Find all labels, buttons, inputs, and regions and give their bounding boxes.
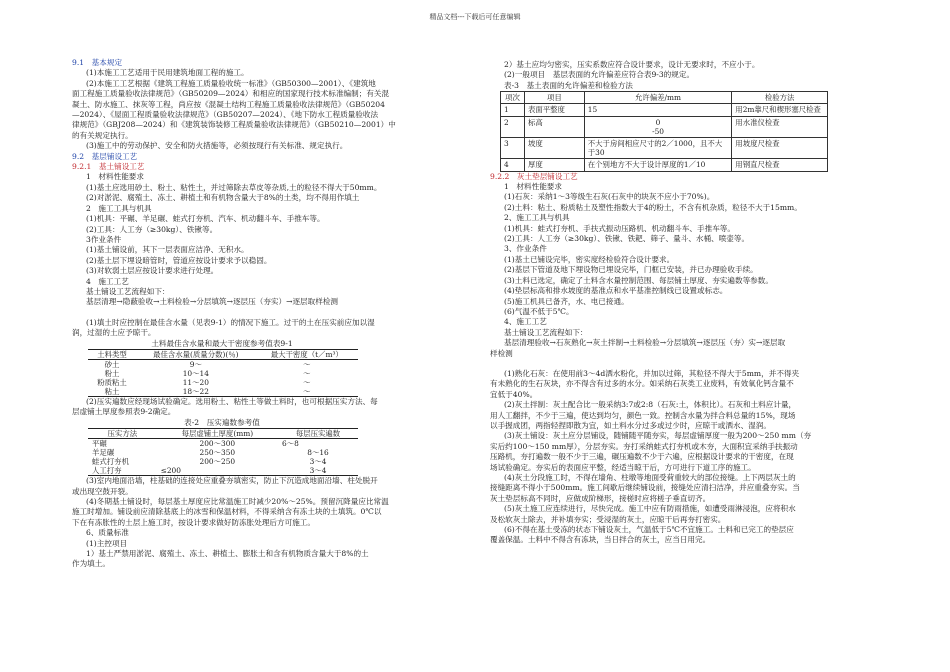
table-header: 允许偏差/mm (584, 92, 732, 104)
table-9-2 (88, 428, 358, 476)
table-cell: 6～8 (282, 439, 299, 449)
table-9-1-caption: 土料最佳含水量和最大干密度参考值表9-1 (151, 338, 293, 348)
table-row (88, 439, 358, 449)
para: (4)垫层标高和排水坡度的基准点和水平基准控制线已设置或标志。 (504, 286, 728, 296)
para: 灰土垫层标高不同时，应做成阶梯形，接槎时应将槎子垂直切齐。 (490, 493, 711, 503)
para: 压路机，夯打遍数一般不少于三遍，碾压遍数不少于六遍，应根据设计要求的干密度，在现 (490, 452, 794, 462)
para: (3)土料已选定，确定了土料含水量控制范围、每层铺土厚度、夯实遍数等参数。 (504, 275, 773, 285)
table-row (88, 387, 358, 397)
table-cell: 4 (501, 159, 525, 171)
section-9-1-title: 9.1 基本规定 (72, 58, 123, 67)
table-header: 最佳含水量(质量分数)(％) (153, 349, 239, 359)
para: 律规范》（GBJ208—2024）和《建筑装饰装修工程质量验收法律规范》（GB50210—2001）中 (72, 120, 396, 130)
table-cell: 平碾 (92, 439, 107, 449)
para: 的有关规定执行。 (72, 130, 133, 140)
para: 有未熟化的生石灰块，亦不得含有过多的水分。如采纳石灰类工业废料，有效氧化钙含量不 (490, 379, 794, 389)
table-row (501, 159, 828, 171)
para: 施工时增加。铺设前应清除基底上的冰雪和保温材料，不得采纳含有冻土块的土填筑。0℃以 (72, 507, 382, 517)
para: 凝土、防水施工、抹灰等工程，尚应按《混凝土结构工程施工质量验收法律规范》（GB50204 (72, 99, 385, 109)
table-header-row (88, 349, 358, 359)
section-9-2-2-title: 9.2.2 灰土垫层铺设工艺 (490, 171, 578, 181)
heading: 4、施工工艺 (504, 317, 547, 327)
para: 实后约100～150 mm厚），分层夯实。夯打采纳蛙式打夯机或木夯，大面积宜采纳手扶振动 (490, 441, 798, 451)
flow: 样检测 (490, 348, 513, 358)
table-cell: 在个别地方不大于设计厚度的1／10 (584, 159, 732, 171)
table-cell: 18～22 (182, 386, 209, 396)
para: 用人工翻拌，不少于三遍，使达到均匀，颜色一致。控制含水量为拌合料总量的15%，现场 (490, 410, 796, 420)
para: 或出现空鼓开裂。 (72, 486, 133, 496)
heading: 2、施工工具与机具 (504, 213, 570, 223)
para: (1)石灰：采纳1～3等级生石灰(石灰中的块灰不应小于70%)。 (504, 192, 715, 202)
table-cell: 坡度 (524, 138, 584, 159)
table-header-row (88, 429, 358, 439)
para: (2)基土层下埋设暗管时，管道应按设计要求予以稳固。 (86, 255, 272, 265)
table-cell: 200～250 (199, 457, 236, 467)
table-header: 最大干密度（t／m³） (270, 349, 343, 359)
table-cell: 1 (501, 104, 525, 116)
table-cell: 蛙式打夯机 (92, 457, 129, 467)
table-cell: 200～300 (199, 439, 236, 449)
para: 作为填土。 (72, 559, 110, 569)
para: 层虚铺土厚度参照表9-2确定。 (72, 407, 176, 417)
para: (2)本施工工艺根据《建筑工程施工质量验收统一标准》（GB50300—2001）、《建筑地 (86, 78, 376, 88)
para: (6)气温不低于5℃。 (504, 306, 574, 316)
heading: 4 施工工艺 (86, 276, 129, 286)
table-row (88, 448, 358, 457)
table-header: 检验方法 (732, 92, 828, 104)
table-cell: ～ (303, 377, 311, 387)
table-row (88, 466, 358, 476)
para: (4)冬期基土铺设时，每层基土厚度应比常温施工时减少20%～25%。预留沉降量应比常温 (86, 497, 389, 506)
table-cell: 250～350 (199, 448, 236, 458)
table-cell: 用钢直尺检查 (732, 159, 828, 171)
table-header: 每层虚铺土厚度(mm) (181, 429, 254, 439)
table-9-2-caption: 表-2 压实遍数参考值 (184, 417, 260, 427)
flow: 基层清理→隐蔽验收→土料检验→分层填筑→逐层压（夯实）→逐层取样检测 (86, 297, 339, 307)
table-9-1 (88, 349, 358, 397)
para: (5)施工机具已备齐，水、电已接通。 (504, 296, 629, 306)
table-row (88, 378, 358, 387)
para: (2)土料：粘土、粉质粘土及塑性指数大于4的粉土，不含有机杂质，粒径不大于15mm。 (504, 202, 802, 212)
table-cell: 3～4 (309, 457, 327, 467)
heading: 3作业条件 (86, 234, 122, 244)
table-cell: 标高 (524, 116, 584, 137)
table-row (88, 359, 358, 369)
table-cell: 11～20 (182, 377, 209, 387)
heading: 2 施工工具与机具 (86, 203, 152, 213)
table-header: 土料类型 (97, 349, 127, 359)
heading: 1 材料性能要求 (86, 172, 144, 182)
para: 宜低于40%。 (490, 389, 538, 399)
heading: 3、作业条件 (504, 244, 547, 254)
page-header: 精品文档---下载后可任意编辑 (429, 13, 521, 21)
table-cell: 用2m靠尺和楔形塞尺检查 (732, 104, 828, 116)
table-cell: 粘土 (104, 386, 120, 396)
table-row (501, 138, 828, 159)
table-header-row (501, 92, 828, 104)
table-header: 项目 (524, 92, 584, 104)
para: (3)对软弱土层应按设计要求进行处理。 (86, 266, 219, 276)
para: 接缝距离不得小于500mm。施工间歇后继续铺设前，接缝处应清扫洁净，并应重叠夯实。当 (490, 483, 800, 493)
table-cell: 羊足碾 (92, 448, 115, 458)
table-row (88, 369, 358, 378)
para: 及松软灰土除去，并补填夯实；受浸湿的灰土，应晾干后再夯打密实。 (490, 514, 726, 524)
table-cell: 3 (501, 138, 525, 159)
table-row (501, 116, 828, 137)
para: 基土铺设工艺流程如下： (86, 286, 170, 296)
heading: 1 材料性能要求 (504, 182, 562, 192)
right-column (490, 60, 882, 546)
table-cell: 用水准仪检查 (732, 116, 828, 137)
section-9-2-1-title: 9.2.1 基土铺设工艺 (72, 162, 145, 172)
para: (1)主控项目 (86, 538, 128, 548)
table-cell: 人工打夯 (92, 466, 122, 476)
para: 润，过湿的土应予晾干。 (72, 328, 156, 338)
para: (2)一般项目 基层表面的允许偏差应符合表9-3的规定。 (504, 70, 695, 80)
table-cell: 用坡度尺检查 (732, 138, 828, 159)
table-cell: 3～4 (309, 466, 327, 476)
para: (5)灰土施工应连续进行，尽快完成。施工中应有防雨措施，如遭受雨淋浸泡，应将积水 (504, 504, 796, 514)
table-cell: 不大于房间相应尺寸的2／1000，且不大于30 (584, 138, 732, 159)
table-9-3 (500, 91, 828, 171)
para: (3)施工中的劳动保护、安全和防火措施等，必须按现行有关标准、规定执行。 (86, 141, 348, 151)
table-cell: ≤200 (160, 466, 181, 476)
para: (3)灰土铺设：灰土应分层铺设，随铺随平随夯实，每层虚铺厚度一般为200～250 mm（夯 (504, 431, 812, 441)
table-cell: 0 -50 (584, 116, 732, 137)
table-cell: 粉土 (104, 368, 120, 378)
para: (1)基土铺设前，其下一层表面应洁净、无积水。 (86, 245, 249, 255)
para: (1)基土已铺设完毕，密实度经检验符合设计要求。 (504, 254, 675, 264)
table-row (88, 457, 358, 466)
para: 场试验确定。夯实后的表面应平整，经适当晾干后，方可进行下道工序的施工。 (490, 462, 756, 472)
left-column (72, 58, 472, 570)
table-cell: ～ (303, 386, 311, 396)
table-cell: 粉质粘土 (97, 377, 127, 387)
para: (2)对淤泥、腐殖土、冻土、耕植土和有机物含量大于8%的土类，均不得用作填土 (86, 193, 360, 203)
table-cell: 8～16 (307, 448, 329, 458)
table-cell: 砂土 (104, 359, 120, 369)
para: 覆盖保温。土料中不得含有冻块，当日拌合的灰土，应当日用完。 (490, 535, 711, 545)
para: (2)压实遍数应经现场试验确定。选用粉土、粘性土等做土料时，也可根据压实方法、每 (86, 396, 378, 406)
table-header: 压实方法 (107, 429, 138, 439)
para: —2024）、《屋面工程质量验收法律规范》（GB50207—2024）、《地下防水工程质量验收法 (72, 110, 379, 120)
para: 2）基土应均匀密实，压实系数应符合设计要求，设计无要求时，不应小于。 (504, 60, 760, 69)
table-cell: 10～14 (182, 368, 209, 378)
table-header: 每层压实遍数 (295, 429, 341, 439)
section-9-2-title: 9.2 基层铺设工艺 (72, 151, 138, 161)
flow: 基层清理验收→石灰熟化→灰土拌制→土料检验→分层填筑→逐层压（夯）实→逐层取 (504, 338, 786, 348)
para: (2)工具：人工夯（≥30kg）、铁锹等。 (86, 224, 218, 234)
para: (1)填土时应控制在最佳含水量（见表9-1）的情况下施工。过干的土在压实前应加以湿 (86, 317, 375, 327)
para: 下在有冻胀性的土层上施工时，按设计要求做好防冻胀处理后方可施工。 (72, 517, 315, 527)
para: (2)工具：人工夯（≥30kg）、铁锹、铁耙、筛子、量斗、水桶、喷壶等。 (504, 234, 750, 244)
para: (1)熟化石灰：在使用前3～4d洒水粉化，并加以过筛，其粒径不得大于5mm，并不得夹 (504, 368, 800, 378)
para: (1)本施工工艺适用于民用建筑地面工程的施工。 (86, 68, 249, 78)
para: (6)不得在基土受冻的状态下铺设灰土，气温低于5℃不宜施工。土料和已完工的垫层应 (504, 525, 794, 535)
heading: 6、质量标准 (86, 528, 129, 538)
para: 以手握成团，两指轻捏即散为宜，如土料水分过多或过少时，应晾干或洒水、湿润。 (490, 420, 771, 430)
para: (1)基土应选用砂土、粉土、粘性土，并过筛除去草皮等杂质,土的粒径不得大于50mm。 (86, 182, 382, 192)
table-cell: 厚度 (524, 159, 584, 171)
para: 面工程施工质量验收法律规范》（GB50209—2024）和相应的国家现行技术标准编制；有关混 (72, 89, 390, 99)
para: 1）基土严禁用淤泥、腐殖土、冻土、耕植土、膨胀土和含有机物质含量大于8%的土 (86, 549, 369, 559)
table-cell: ～ (303, 368, 311, 378)
para: (2)灰土拌制：灰土配合比一般采纳3:7或2:8（石灰:土，体积比）。石灰和土料应计量， (504, 400, 797, 410)
para: (1)机具：蛙式打夯机、手扶式振动压路机、机动翻斗车、手推车等。 (504, 223, 735, 233)
table-cell: 15 (584, 104, 732, 116)
para: 基土铺设工艺流程如下： (504, 327, 588, 337)
table-row (501, 104, 828, 116)
para: (4)灰土分段施工时，不得在墙角、柱墩等地面受荷重较大的部位接缝。上下两层灰土的 (504, 473, 796, 483)
table-cell: 2 (501, 116, 525, 137)
table-cell: 表面平整度 (524, 104, 584, 116)
table-header: 项次 (501, 92, 525, 104)
para: (3)室内地面沿墙，柱基础的连接处应重叠夯填密实，防止下沉造成地面沿墙、柱处脱开 (86, 476, 378, 486)
para: (2)基层下管道及地下埋设物已埋设完毕，门框已安装，并已办理验收手续。 (504, 265, 758, 275)
table-cell: 9～ (189, 359, 202, 369)
para: (1)机具：平碾、羊足碾、蛙式打夯机、汽车、机动翻斗车、手推车等。 (86, 214, 325, 224)
table-cell: ～ (303, 359, 311, 369)
table-9-3-caption: 表-3 基土表面的允许偏差和检验方法 (504, 80, 633, 90)
